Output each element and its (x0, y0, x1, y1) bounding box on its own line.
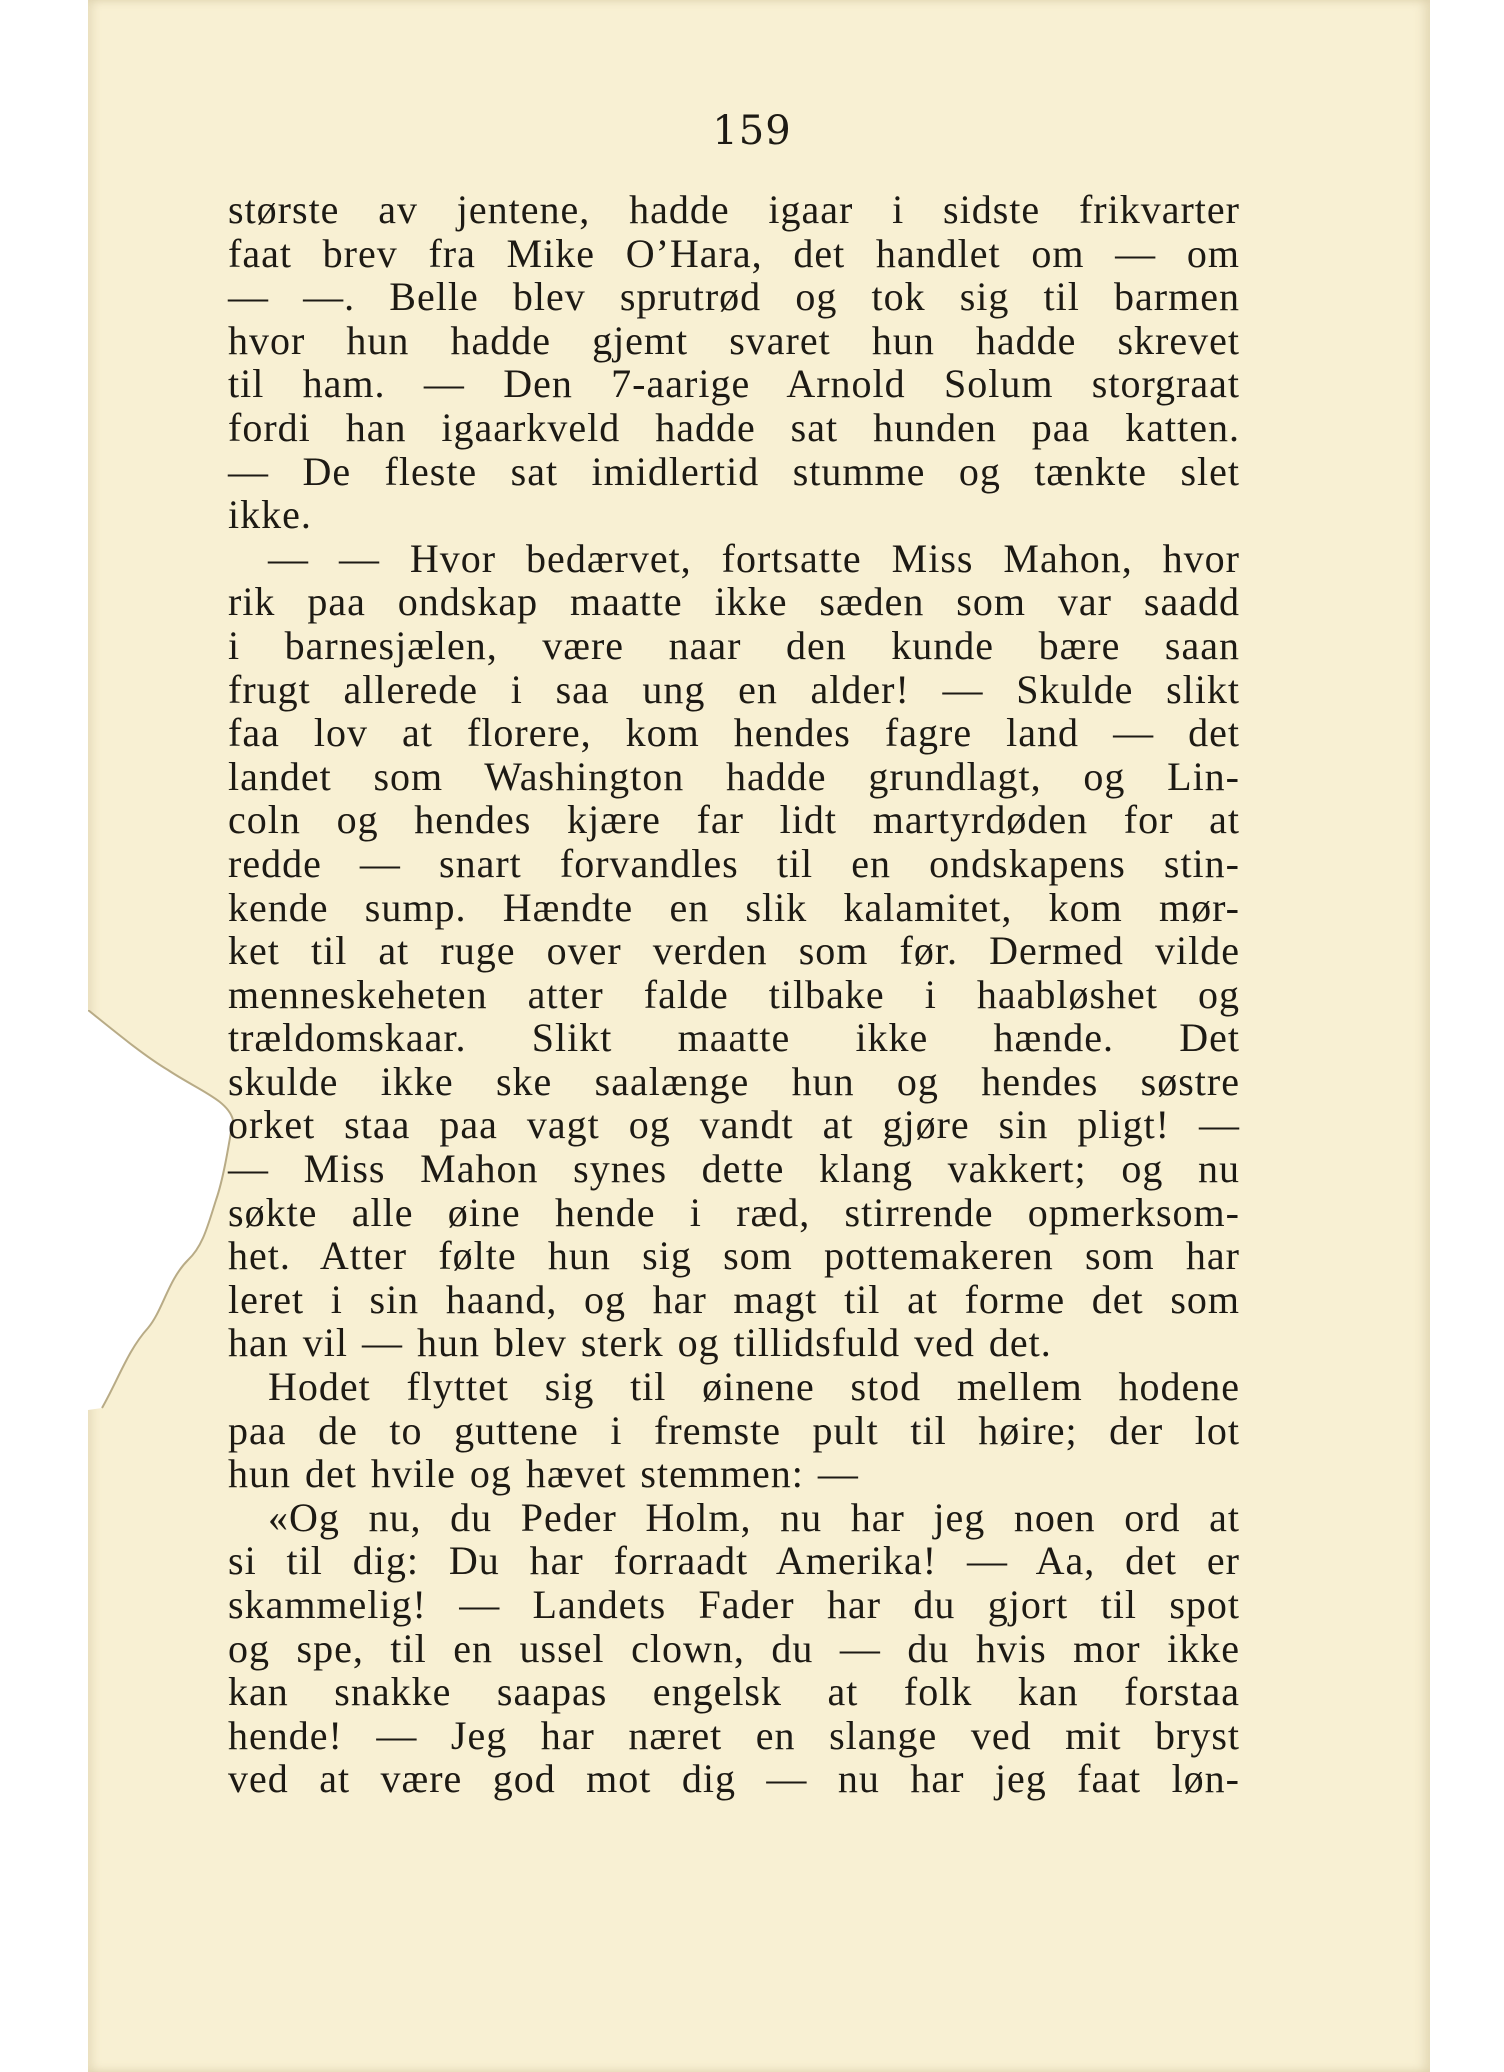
text-line: — —. Belle blev sprutrød og tok sig til barmen (228, 274, 1240, 320)
text-line: paa de to guttene i fremste pult til høire; der lot (228, 1407, 1240, 1453)
text-line: orket staa paa vagt og vandt at gjøre sin pligt! — (228, 1102, 1240, 1148)
text-line: ket til at ruge over verden som før. Dermed vilde (228, 928, 1240, 974)
body-text (228, 188, 1240, 1801)
text-line: hvor hun hadde gjemt svaret hun hadde skrevet (228, 317, 1240, 363)
text-line: søkte alle øine hende i ræd, stirrende opmerksom- (228, 1189, 1240, 1235)
text-line: kan snakke saapas engelsk at folk kan forstaa (228, 1669, 1240, 1715)
text-line: han vil — hun blev sterk og tillidsfuld ved det. (228, 1320, 1052, 1366)
text-line: «Og nu, du Peder Holm, nu har jeg noen ord at (268, 1494, 1240, 1540)
text-line: rik paa ondskap maatte ikke sæden som var saadd (228, 579, 1240, 625)
torn-page-edge (88, 1010, 238, 1410)
text-line: og spe, til en ussel clown, du — du hvis mor ikke (228, 1625, 1240, 1671)
text-line: til ham. — Den 7-aarige Arnold Solum storgraat (228, 361, 1240, 407)
tear-notch (88, 1010, 233, 1410)
text-line: ved at være god mot dig — nu har jeg faat løn- (228, 1756, 1240, 1802)
text-line: hende! — Jeg har næret en slange ved mit bryst (228, 1712, 1240, 1758)
text-line: frugt allerede i saa ung en alder! — Skulde slikt (228, 666, 1240, 712)
text-line: ikke. (228, 492, 312, 538)
text-line: i barnesjælen, være naar den kunde bære saan (228, 622, 1240, 668)
text-line: fordi han igaarkveld hadde sat hunden paa katten. (228, 404, 1240, 450)
text-line: største av jentene, hadde igaar i sidste frikvarter (228, 187, 1240, 232)
text-line: faa lov at florere, kom hendes fagre land — det (228, 710, 1240, 756)
text-line: — Miss Mahon synes dette klang vakkert; og nu (228, 1146, 1240, 1192)
text-line: coln og hendes kjære far lidt martyrdøden for at (228, 797, 1240, 843)
text-line: — De fleste sat imidlertid stumme og tænkte slet (228, 448, 1240, 494)
text-line: skulde ikke ske saalænge hun og hendes søstre (228, 1058, 1240, 1104)
text-line: menneskeheten atter falde tilbake i haabløshet og (228, 971, 1240, 1017)
text-line: redde — snart forvandles til en ondskapens stin- (228, 840, 1240, 886)
text-line: hun det hvile og hævet stemmen: — (228, 1451, 859, 1497)
text-line: — — Hvor bedærvet, fortsatte Miss Mahon, hvor (268, 535, 1240, 581)
text-line: faat brev fra Mike O’Hara, det handlet om — om (228, 230, 1240, 276)
text-line: leret i sin haand, og har magt til at forme det som (228, 1276, 1240, 1322)
text-line: landet som Washington hadde grundlagt, og Lin- (228, 753, 1240, 799)
text-line: trældomskaar. Slikt maatte ikke hænde. Det (228, 1015, 1240, 1061)
text-line: Hodet flyttet sig til øinene stod mellem hodene (268, 1364, 1240, 1410)
text-line: het. Atter følte hun sig som pottemakeren som har (228, 1233, 1240, 1279)
scan-background (1484, 0, 1504, 2072)
text-line: skammelig! — Landets Fader har du gjort til spot (228, 1582, 1240, 1627)
text-line: kende sump. Hændte en slik kalamitet, kom mør- (228, 884, 1240, 930)
text-line: si til dig: Du har forraadt Amerika! — Aa, det er (228, 1538, 1240, 1584)
page-number: 159 (712, 108, 792, 154)
